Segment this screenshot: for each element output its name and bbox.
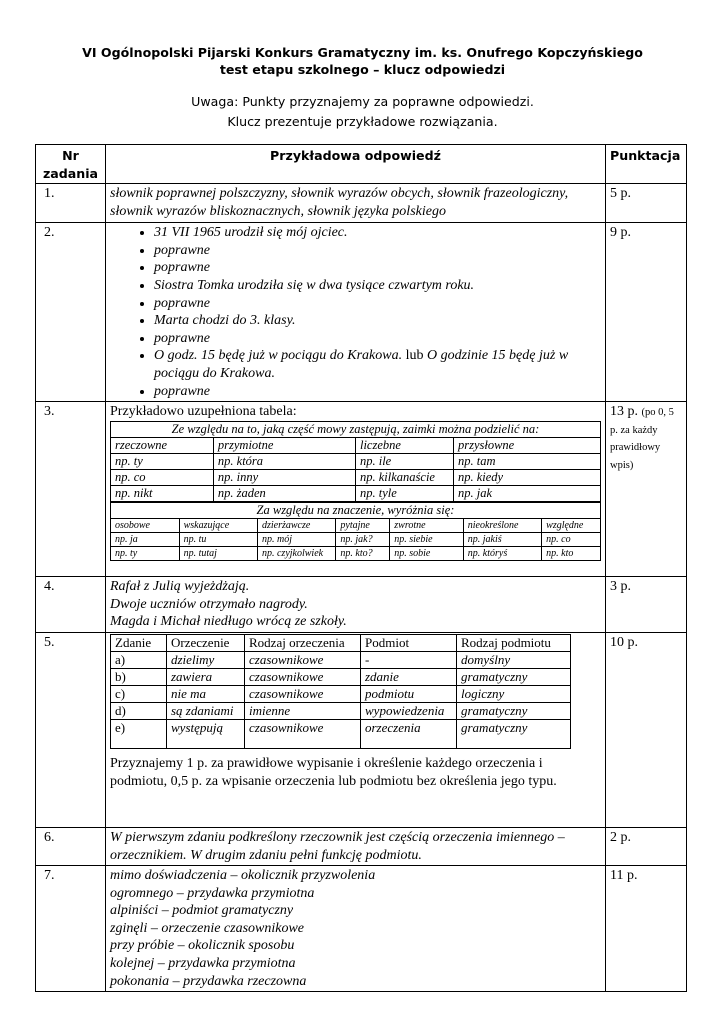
row-nr: 2. — [36, 223, 106, 402]
row-nr: 3. — [36, 402, 106, 577]
table-cell: np. tam — [453, 453, 600, 469]
title-line-2: test etapu szkolnego – klucz odpowiedzi — [219, 62, 506, 77]
table-cell: np. kto? — [336, 546, 390, 560]
list-item: • Marta chodzi do 3. klasy. — [154, 312, 601, 330]
answer-line: zginęli – orzeczenie czasownikowe — [110, 920, 305, 936]
points-note: (po 0, 5 p. za każdy prawidłowy wpis) — [610, 407, 674, 471]
table-cell: imienne — [245, 702, 361, 719]
answer-intro: Przykładowo uzupełniona tabela: — [110, 404, 297, 420]
table-row — [36, 632, 687, 827]
note-line-2: Klucz prezentuje przykładowe rozwiązania. — [227, 114, 498, 129]
row-answer — [106, 223, 606, 402]
table-cell: np. co — [111, 469, 214, 485]
table-cell: np. czyjkolwiek — [257, 546, 335, 560]
table-cell: np. sobie — [390, 546, 464, 560]
bullet-text: O godz. 15 będę już w pociągu do Krakowa. — [154, 348, 403, 364]
row-answer: słownik poprawnej polszczyzny, słownik wyrazów obcych, słownik frazeologiczny, słownik wyrazów bliskoznacznych, słownik języka polskiego — [106, 184, 606, 223]
document-title — [0, 44, 725, 78]
answer-key-table — [35, 144, 687, 992]
points-value: 13 p. — [610, 404, 638, 420]
answer-line: Magda i Michał niedługo wrócą ze szkoły. — [110, 614, 347, 630]
answer-line: mimo doświadczenia – okolicznik przyzwolenia — [110, 868, 376, 884]
pronoun-table-1 — [110, 421, 601, 502]
row-points: 3 p. — [606, 577, 687, 633]
bullet-or: lub — [405, 348, 424, 364]
table-row — [36, 184, 687, 223]
header-nr: Nr zadania — [36, 145, 106, 184]
row-points: 2 p. — [606, 827, 687, 865]
title-line-1: VI Ogólnopolski Pijarski Konkurs Gramatyczny im. ks. Onufrego Kopczyńskiego — [82, 45, 643, 60]
table-cell: np. co — [542, 532, 601, 546]
table-cell: np. któryś — [463, 546, 541, 560]
table-cell: czasownikowe — [245, 685, 361, 702]
table-cell: gramatyczny — [457, 702, 571, 719]
row-answer: W pierwszym zdaniu podkreślony rzeczownik jest częścią orzeczenia imiennego – orzecznikiem. W drugim zdaniu pełni funkcję podmiotu. — [106, 827, 606, 865]
table-cell: Rodzaj orzeczenia — [245, 634, 361, 651]
row-points: 5 p. — [606, 184, 687, 223]
bullet-alt: O godzinie 15 będę już w pociągu do Krakowa. — [154, 348, 569, 381]
table-cell: zawiera — [167, 668, 245, 685]
note-line-1: Uwaga: Punkty przyznajemy za poprawne odpowiedzi. — [191, 94, 534, 109]
header-answer: Przykładowa odpowiedź — [106, 145, 606, 184]
table-cell: pytajne — [336, 518, 390, 532]
row-answer — [106, 577, 606, 633]
row-nr: 7. — [36, 866, 106, 992]
row-nr: 4. — [36, 577, 106, 633]
list-item: • poprawne — [154, 383, 601, 401]
table-cell: czasownikowe — [245, 651, 361, 668]
row-nr: 6. — [36, 827, 106, 865]
table-cell: Podmiot — [361, 634, 457, 651]
list-item: • 31 VII 1965 urodził się mój ojciec. — [154, 224, 601, 242]
scoring-note: Przyznajemy 1 p. za prawidłowe wypisanie i określenie każdego orzeczenia i podmiotu, 0,5 p. za wpisanie orzeczenia lub podmiotu bez określenia jego typu. — [110, 755, 557, 789]
pronoun-table-2 — [110, 502, 601, 561]
row-points: 10 p. — [606, 632, 687, 827]
row-nr: 1. — [36, 184, 106, 223]
answer-bullet-list — [110, 224, 601, 400]
answer-line: ogromnego – przydawka przymiotna — [110, 885, 315, 901]
table-cell: Zdanie — [111, 634, 167, 651]
table-cell: np. tyle — [355, 485, 453, 501]
table-cell: c) — [111, 685, 167, 702]
table-row — [36, 866, 687, 992]
table-cell: przysłowne — [453, 437, 600, 453]
table-row — [36, 223, 687, 402]
table-cell: np. ty — [111, 453, 214, 469]
table-row — [36, 402, 687, 577]
table-cell: logiczny — [457, 685, 571, 702]
table-cell: np. ja — [111, 532, 180, 546]
document-note — [0, 92, 725, 132]
table-cell: wskazujące — [179, 518, 257, 532]
answer-line: Dwoje uczniów otrzymało nagrody. — [110, 596, 308, 612]
table-cell: - — [361, 651, 457, 668]
row-points: 11 p. — [606, 866, 687, 992]
table-cell: b) — [111, 668, 167, 685]
table-cell: Rodzaj podmiotu — [457, 634, 571, 651]
table-cell: dzielimy — [167, 651, 245, 668]
pronoun-table-1-caption: Ze względu na to, jaką część mowy zastępują, zaimki można podzielić na: — [111, 421, 601, 437]
answer-line: alpiniści – podmiot gramatyczny — [110, 903, 294, 919]
table-cell: są zdaniami — [167, 702, 245, 719]
header-points: Punktacja — [606, 145, 687, 184]
table-cell: e) — [111, 719, 167, 748]
row-answer — [106, 866, 606, 992]
table-cell: przymiotne — [213, 437, 355, 453]
table-cell: np. tutaj — [179, 546, 257, 560]
table-cell: nieokreślone — [463, 518, 541, 532]
table-cell: np. kto — [542, 546, 601, 560]
table-cell: względne — [542, 518, 601, 532]
table-cell: np. ile — [355, 453, 453, 469]
table-cell: zdanie — [361, 668, 457, 685]
table-cell: np. jakiś — [463, 532, 541, 546]
table-row — [36, 827, 687, 865]
table-cell: np. kiedy — [453, 469, 600, 485]
table-cell: np. ty — [111, 546, 180, 560]
table-cell: czasownikowe — [245, 719, 361, 748]
table-cell: a) — [111, 651, 167, 668]
list-item: • poprawne — [154, 330, 601, 348]
table-cell: osobowe — [111, 518, 180, 532]
answer-line: kolejnej – przydawka przymiotna — [110, 956, 296, 972]
table-cell: nie ma — [167, 685, 245, 702]
row-points — [606, 402, 687, 577]
table-cell: np. tu — [179, 532, 257, 546]
table-cell: np. siebie — [390, 532, 464, 546]
table-cell: np. inny — [213, 469, 355, 485]
table-cell: d) — [111, 702, 167, 719]
table-cell: wypowiedzenia — [361, 702, 457, 719]
table-cell: zwrotne — [390, 518, 464, 532]
row-answer — [106, 402, 606, 577]
table-cell: np. mój — [257, 532, 335, 546]
list-item: • poprawne — [154, 242, 601, 260]
list-item: • Siostra Tomka urodziła się w dwa tysiące czwartym roku. — [154, 277, 601, 295]
table-header-row — [36, 145, 687, 184]
pronoun-table-2-caption: Za względu na znaczenie, wyróżnia się: — [111, 502, 601, 518]
sentence-analysis-table — [110, 634, 571, 749]
table-row — [36, 577, 687, 633]
answer-line: Rafał z Julią wyjeżdżają. — [110, 579, 250, 595]
table-cell: np. która — [213, 453, 355, 469]
table-cell: liczebne — [355, 437, 453, 453]
table-cell: czasownikowe — [245, 668, 361, 685]
table-cell: rzeczowne — [111, 437, 214, 453]
table-cell: orzeczenia — [361, 719, 457, 748]
answer-line: przy próbie – okolicznik sposobu — [110, 938, 295, 954]
table-cell: np. jak — [453, 485, 600, 501]
table-cell: występują — [167, 719, 245, 748]
list-item: • poprawne — [154, 259, 601, 277]
table-cell: gramatyczny — [457, 719, 571, 748]
answer-line: pokonania – przydawka rzeczowna — [110, 973, 307, 989]
row-points: 9 p. — [606, 223, 687, 402]
table-cell: Orzeczenie — [167, 634, 245, 651]
list-item: • poprawne — [154, 295, 601, 313]
table-cell: dzierżawcze — [257, 518, 335, 532]
table-cell: np. jak? — [336, 532, 390, 546]
table-cell: domyślny — [457, 651, 571, 668]
table-cell: gramatyczny — [457, 668, 571, 685]
table-cell: np. żaden — [213, 485, 355, 501]
row-answer — [106, 632, 606, 827]
row-nr: 5. — [36, 632, 106, 827]
table-cell: np. kilkanaście — [355, 469, 453, 485]
table-cell: podmiotu — [361, 685, 457, 702]
list-item — [154, 347, 601, 382]
table-cell: np. nikt — [111, 485, 214, 501]
